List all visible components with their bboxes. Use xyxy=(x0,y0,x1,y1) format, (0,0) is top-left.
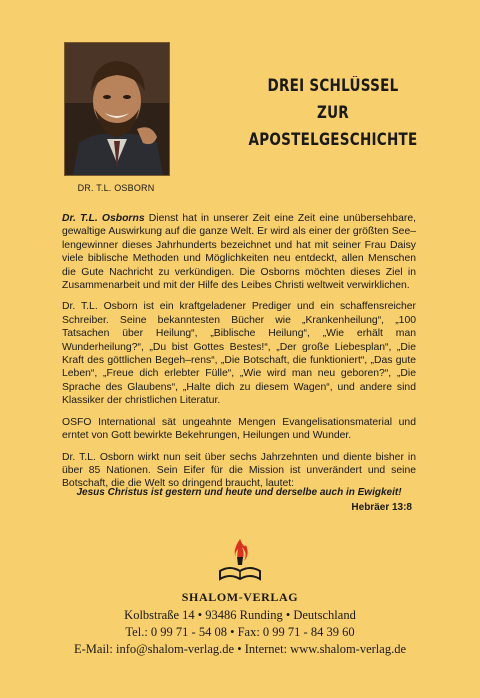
bio-paragraph-3: OSFO International sät ungeahnte Mengen Evangelisationsmaterial und erntet von Gott bewirkte Bekehrungen, Heilungen und Wunder. xyxy=(62,416,416,442)
publisher-name: SHALOM-VERLAG xyxy=(181,590,299,604)
bio-paragraph-1-text: Dienst hat in unserer Zeit eine Zeit eine unübersehbare, gewaltige Auswirkung auf die ganze Welt. Er wird als einer der größten See–lengewinner dieses Jahrhunderts bezeichnet und hat mit seiner Frau Daisy viele biblische Methoden und Möglichkeiten neu entdeckt, allen Menschen die Gute Nachricht zu verkündigen. Die Osborns möchten dieses Ziel in Zusammenarbeit und mit der Hilfe des Leibes Christi weltweit verwirklichen. xyxy=(62,213,416,292)
bible-quote: Jesus Christus ist gestern und heute und derselbe auch in Ewigkeit! xyxy=(76,487,402,498)
author-biography xyxy=(62,212,416,499)
title-line-3: APOSTELGESCHICHTE xyxy=(248,130,418,149)
photo-caption: DR. T.L. OSBORN xyxy=(77,183,155,193)
bio-paragraph-4: Dr. T.L. Osborn wirkt nun seit über sechs Jahrzehnten und diente bisher in über 85 Nationen. Sein Eifer für die Mission ist unverändert und seine Botschaft, die die Welt so dringend braucht, lautet: xyxy=(62,451,416,490)
publisher-phone-fax: Tel.: 0 99 71 - 54 08 • Fax: 0 99 71 - 84 39 60 xyxy=(125,625,355,639)
book-title xyxy=(221,72,446,153)
publisher-email-web: E-Mail: info@shalom-verlag.de • Internet: www.shalom-verlag.de xyxy=(74,642,406,656)
title-line-2: ZUR xyxy=(317,103,349,122)
publisher-address: Kolbstraße 14 • 93486 Runding • Deutschland xyxy=(124,608,356,622)
author-portrait-photo xyxy=(64,42,170,176)
shalom-verlag-logo-icon xyxy=(218,537,262,585)
bio-paragraph-2: Dr. T.L. Osborn ist ein kraftgeladener Prediger und ein schaffensreicher Schreiber. Seine bekanntesten Bücher wie „Krankenheilung“, „100 Tatsachen über Heilung“, „Biblische Heilung“, „Wie erhält man Wunderheilung?“, „Du bist Gottes Bestes!“, „Der große Liebesplan“, „Die Kraft des göttlichen Begeh–rens“, „Die Botschaft, die funktioniert“, „Das gute Leben“, „Freue dich erlebter Fülle“, „Wie wird man neu geboren?“, „Die Sprache des Glaubens“, „Halte dich zu diesem Wagen“, und andere sind Klassiker der christlichen Literatur. xyxy=(62,301,416,407)
title-line-1: DREI SCHLÜSSEL xyxy=(267,76,399,95)
bio-lead-name: Dr. T.L. Osborns xyxy=(62,213,145,224)
bio-paragraph-1 xyxy=(62,212,416,292)
bible-reference: Hebräer 13:8 xyxy=(351,502,412,513)
